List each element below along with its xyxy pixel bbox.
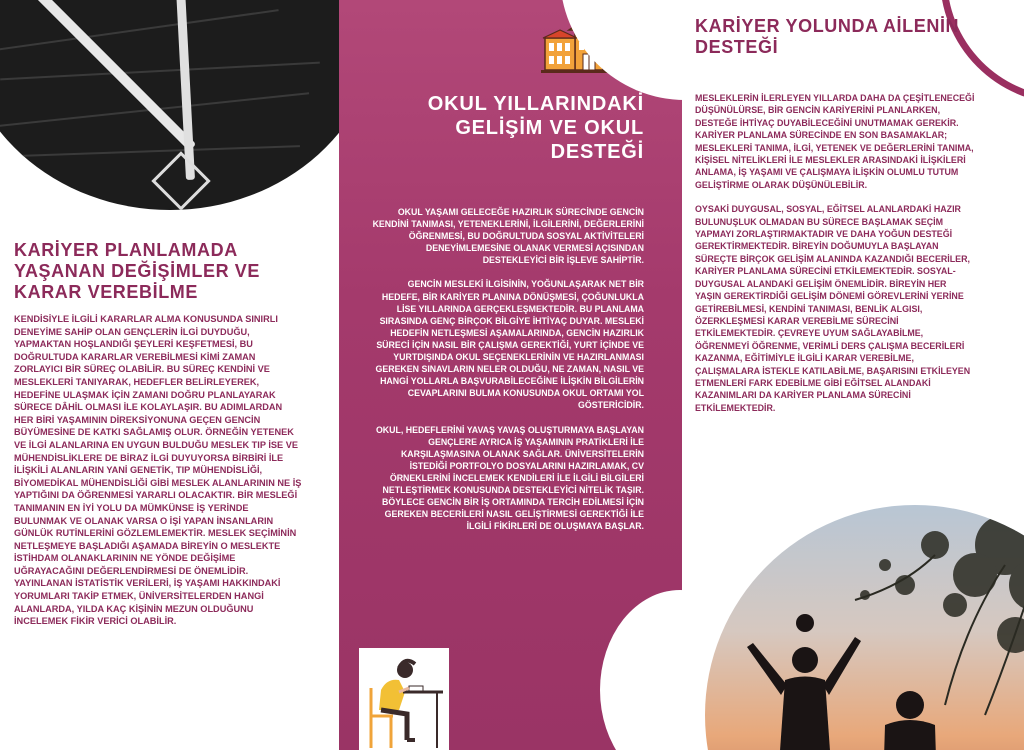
middle-section-title: OKUL YILLARINDAKİ GELİŞİM VE OKUL DESTEĞİ bbox=[427, 93, 644, 163]
family-silhouette-photo bbox=[705, 505, 1024, 750]
middle-section-body bbox=[369, 206, 644, 544]
clock-hands-photo bbox=[0, 0, 380, 210]
left-section-body: KENDİSİYLE İLGİLİ KARARLAR ALMA KONUSUNDA SINIRLI DENEYİME SAHİP OLAN GENÇLERİN İLGİ DUYDUĞU, YAPMAKTAN HOŞLANDIĞI ŞEYLERİ KEŞFETMESİ, BU DOĞRULTUDA KARARLAR VEREBİLMESİ KİMİ ZAMAN ZORLAYICI BİR SÜREÇ OLABİLİR. BU SÜREÇ KENDİNİ VE MESLEKLERİ TANIYARAK, HEDEFLER BELİRLEYEREK, HEDEFİNE ULAŞMAK İÇİN ZAMANI DOĞRU PLANLAYARAK SÜRECE DÂHİL OLMASI İLE KOLAYLAŞIR. BU ADIMLARDAN HER BİRİ YAŞAMININ DİREKSİYONUNA GEÇEN GENCİN BÜYÜMESİNE DE KATKI SAĞLAMIŞ OLUR. ÖRNEĞİN YETENEK VE İLGİ ALANLARINA EN UYGUN BULDUĞU MESLEK TIP İSE VE MÜHENDİSLİKLERE DE BİRAZ İLGİ DUYUYORSA BİRBİRİ İLE İLİŞKİLİ ALANLARIN YANİ GENETİK, TIP MÜHENDİSLİĞİ, BİYOMEDİKAL MÜHENDİSLİĞİ GİBİ MESLEK ALANLARININ NE İŞ YAPTIĞINI DA ÖĞRENMESİ YARARLI OLACAKTIR. BİR MESLEĞİ TANIMANIN EN İYİ YOLU DA MÜMKÜNSE İŞ YERİNDE BULUNMAK VE OLANAK VARSA O İŞİ YAPAN İNSANLARIN GÜNLÜK RUTİNLERİNİ GÖZLEMLEMEKTİR. MESLEK SEÇİMİNİN NETLEŞMEYE BAŞLADIĞI AŞAMADA BİREYİN O MESLEKTE İSTİHDAM OLANAKLARININ NE YÖNDE DEĞİŞİME UĞRAYACAĞINI DEĞERLENDİRMESİ DE ÖNEMLİDİR. YAYINLANAN İSTATİSTİK VERİLERİ, İŞ YAŞAMI HAKKINDAKİ YORUMLARI TAKİP ETMEK, ÜNİVERSİTELERDEN HANGİ ALANLARDA, YILDA KAÇ KİŞİNİN MEZUN OLDUĞUNU İNCELEMEK FİKİR VERİCİ OLABİLİR. bbox=[14, 314, 302, 627]
middle-paragraph-3: OKUL, HEDEFLERİNİ YAVAŞ YAVAŞ OLUŞTURMAYA BAŞLAYAN GENÇLERE AYRICA İŞ YAŞAMININ PRATİKLERİ İLE KARŞILAŞMASINA OLANAK SAĞLAR. ÜNİVERSİTELERİN İSTEDİĞİ PORTFOLYO DOSYALARINI HAZIRLAMAK, CV ÖRNEKLERİNİ İNCELEMEK KENDİLERİ İLE İLGİLİ BİLGİLERİ NETLEŞTİRMEK KONUSUNDA DESTEKLEYİCİ NİTELİK TAŞIR. BÖYLECE GENCİN BİR İŞ ORTAMINDA TERCİH EDİLMESİ İÇİN GEREKEN BECERİLERİ NASIL GELİŞTİRMESİ GEREKTİĞİ İLE İLGİLİ FİKİRLERİ DE OLUŞMAYA BAŞLAR. bbox=[375, 424, 644, 532]
student-at-desk-icon bbox=[359, 648, 449, 750]
right-paragraph-2: OYSAKİ DUYGUSAL, SOSYAL, EĞİTSEL ALANLARDAKİ HAZIR BULUNUŞLUK OLMADAN BU SÜRECE BAŞLAMAK SEÇİM YAPMAYI ZORLAŞTIRMAKTADIR VE DAHA YOĞUN DESTEĞİ GEREKTİRMEKTEDİR. BİREYİN DOĞUMUYLA BAŞLAYAN SÜREÇTE BİRÇOK GELİŞİM ALANINDA KAZANDIĞI BECERİLER, KARİYER PLANLAMA SÜRECİNİ ETKİLEMEKTEDİR. SOSYAL-DUYGUSAL ALANDAKİ GELİŞİM ÖNEMLİDİR. BİREYİN HER YAŞIN GEREKTİRDİĞİ GELİŞİM DÖNEMİ GÖREVLERİNİ YERİNE GETİREBİLMESİ, KENDİNİ TANIMASI, BENLİK ALGISI, ÖZERKLEŞMESİ KARAR VEREBİLME SÜRECİNİ ETKİLEMEKTEDİR. ÇEVREYE UYUM SAĞLAYABİLME, ÖĞRENMEYİ ÖĞRENME, VERİMLİ DERS ÇALIŞMA BECERİLERİ KAZANMA, EĞİTİMİYLE İLGİLİ KARAR VEREBİLME, ÇALIŞMALARA İSTEKLE KATILABİLME, BAŞARISINI ETKİLEYEN ETMENLERİ FARK EDEBİLME GİBİ EĞİTSEL ALANDAKİ KAZANIMLARI DA KARİYER PLANLAMA SÜRECİNİ ETKİLEMEKTEDİR. bbox=[695, 204, 971, 413]
left-section-title: KARİYER PLANLAMADA YAŞANAN DEĞİŞİMLER VE KARAR VEREBİLME bbox=[14, 240, 260, 302]
right-section-body bbox=[695, 92, 975, 426]
right-paragraph-1: MESLEKLERİN İLERLEYEN YILLARDA DAHA DA ÇEŞİTLENECEĞİ DÜŞÜNÜLÜRSE, BİR GENCİN KARİYERİNİ PLANLARKEN, DESTEĞE İHTİYAÇ DUYABİLECEĞİNİ UNUTMAMAK GEREKİR. KARİYER PLANLAMA SÜRECİNDE EN SON BASAMAKLAR; MESLEKLERİ TANIMA, İLGİ, YETENEK VE DEĞERLERİNİ TANIMA, KİŞİSEL NİTELİKLERİ İLE MESLEKLER ARASINDAKİ İLİŞKİLERİ ANLAMA, İŞ YAŞAMI VE ÇALIŞMAYA İLİŞKİN OLUMLU TUTUM GELİŞTİRME OLARAK DÜŞÜNÜLEBİLİR. bbox=[695, 93, 975, 190]
middle-paragraph-1: OKUL YAŞAMI GELECEĞE HAZIRLIK SÜRECİNDE GENCİN KENDİNİ TANIMASI, YETENEKLERİNİ, İLGİLERİNİ, DEĞERLERİNİ ÖĞRENMESİ, BU DOĞRULTUDA SOSYAL AKTİVİTELERİ DENEYİMLEMESİNE OLANAK VERMESİ AÇISINDAN DESTEKLEYİCİ BİR İŞLEVE SAHİPTİR. bbox=[372, 207, 644, 266]
right-section-title: KARİYER YOLUNDA AİLENİN DESTEĞİ bbox=[695, 16, 960, 57]
middle-paragraph-2: GENCİN MESLEKİ İLGİSİNİN, YOĞUNLAŞARAK NET BİR HEDEFE, BİR KARİYER PLANINA DÖNÜŞMESİ, ÇOĞUNLUKLA LİSE YILLARINDA GERÇEKLEŞMEKTEDİR. BU PLANLAMA SIRASINDA GENÇ BİRÇOK BİLGİYE İHTİYAÇ DUYAR. MESLEKİ HEDEFİN NETLEŞMESİ AŞAMALARINDA, GENCİN HAZIRLIK SÜRECİ İÇİN NASIL BİR ÇALIŞMA GEREKTİĞİ, YURT İÇİNDE VE YURTDIŞINDA OKUL SEÇENEKLERİNİN VE HAZIRLANMASI GEREKEN SINAVLARIN NELER OLDUĞU, NE ZAMAN, NASIL VE HANGİ YOLLARLA BAŞVURABİLECEĞİNE İLİŞKİN BİLGİLERİN CEVAPLARINI BULMA KONUSUNDA OKUL ORTAMI YOL GÖSTERİCİDİR. bbox=[375, 279, 644, 411]
